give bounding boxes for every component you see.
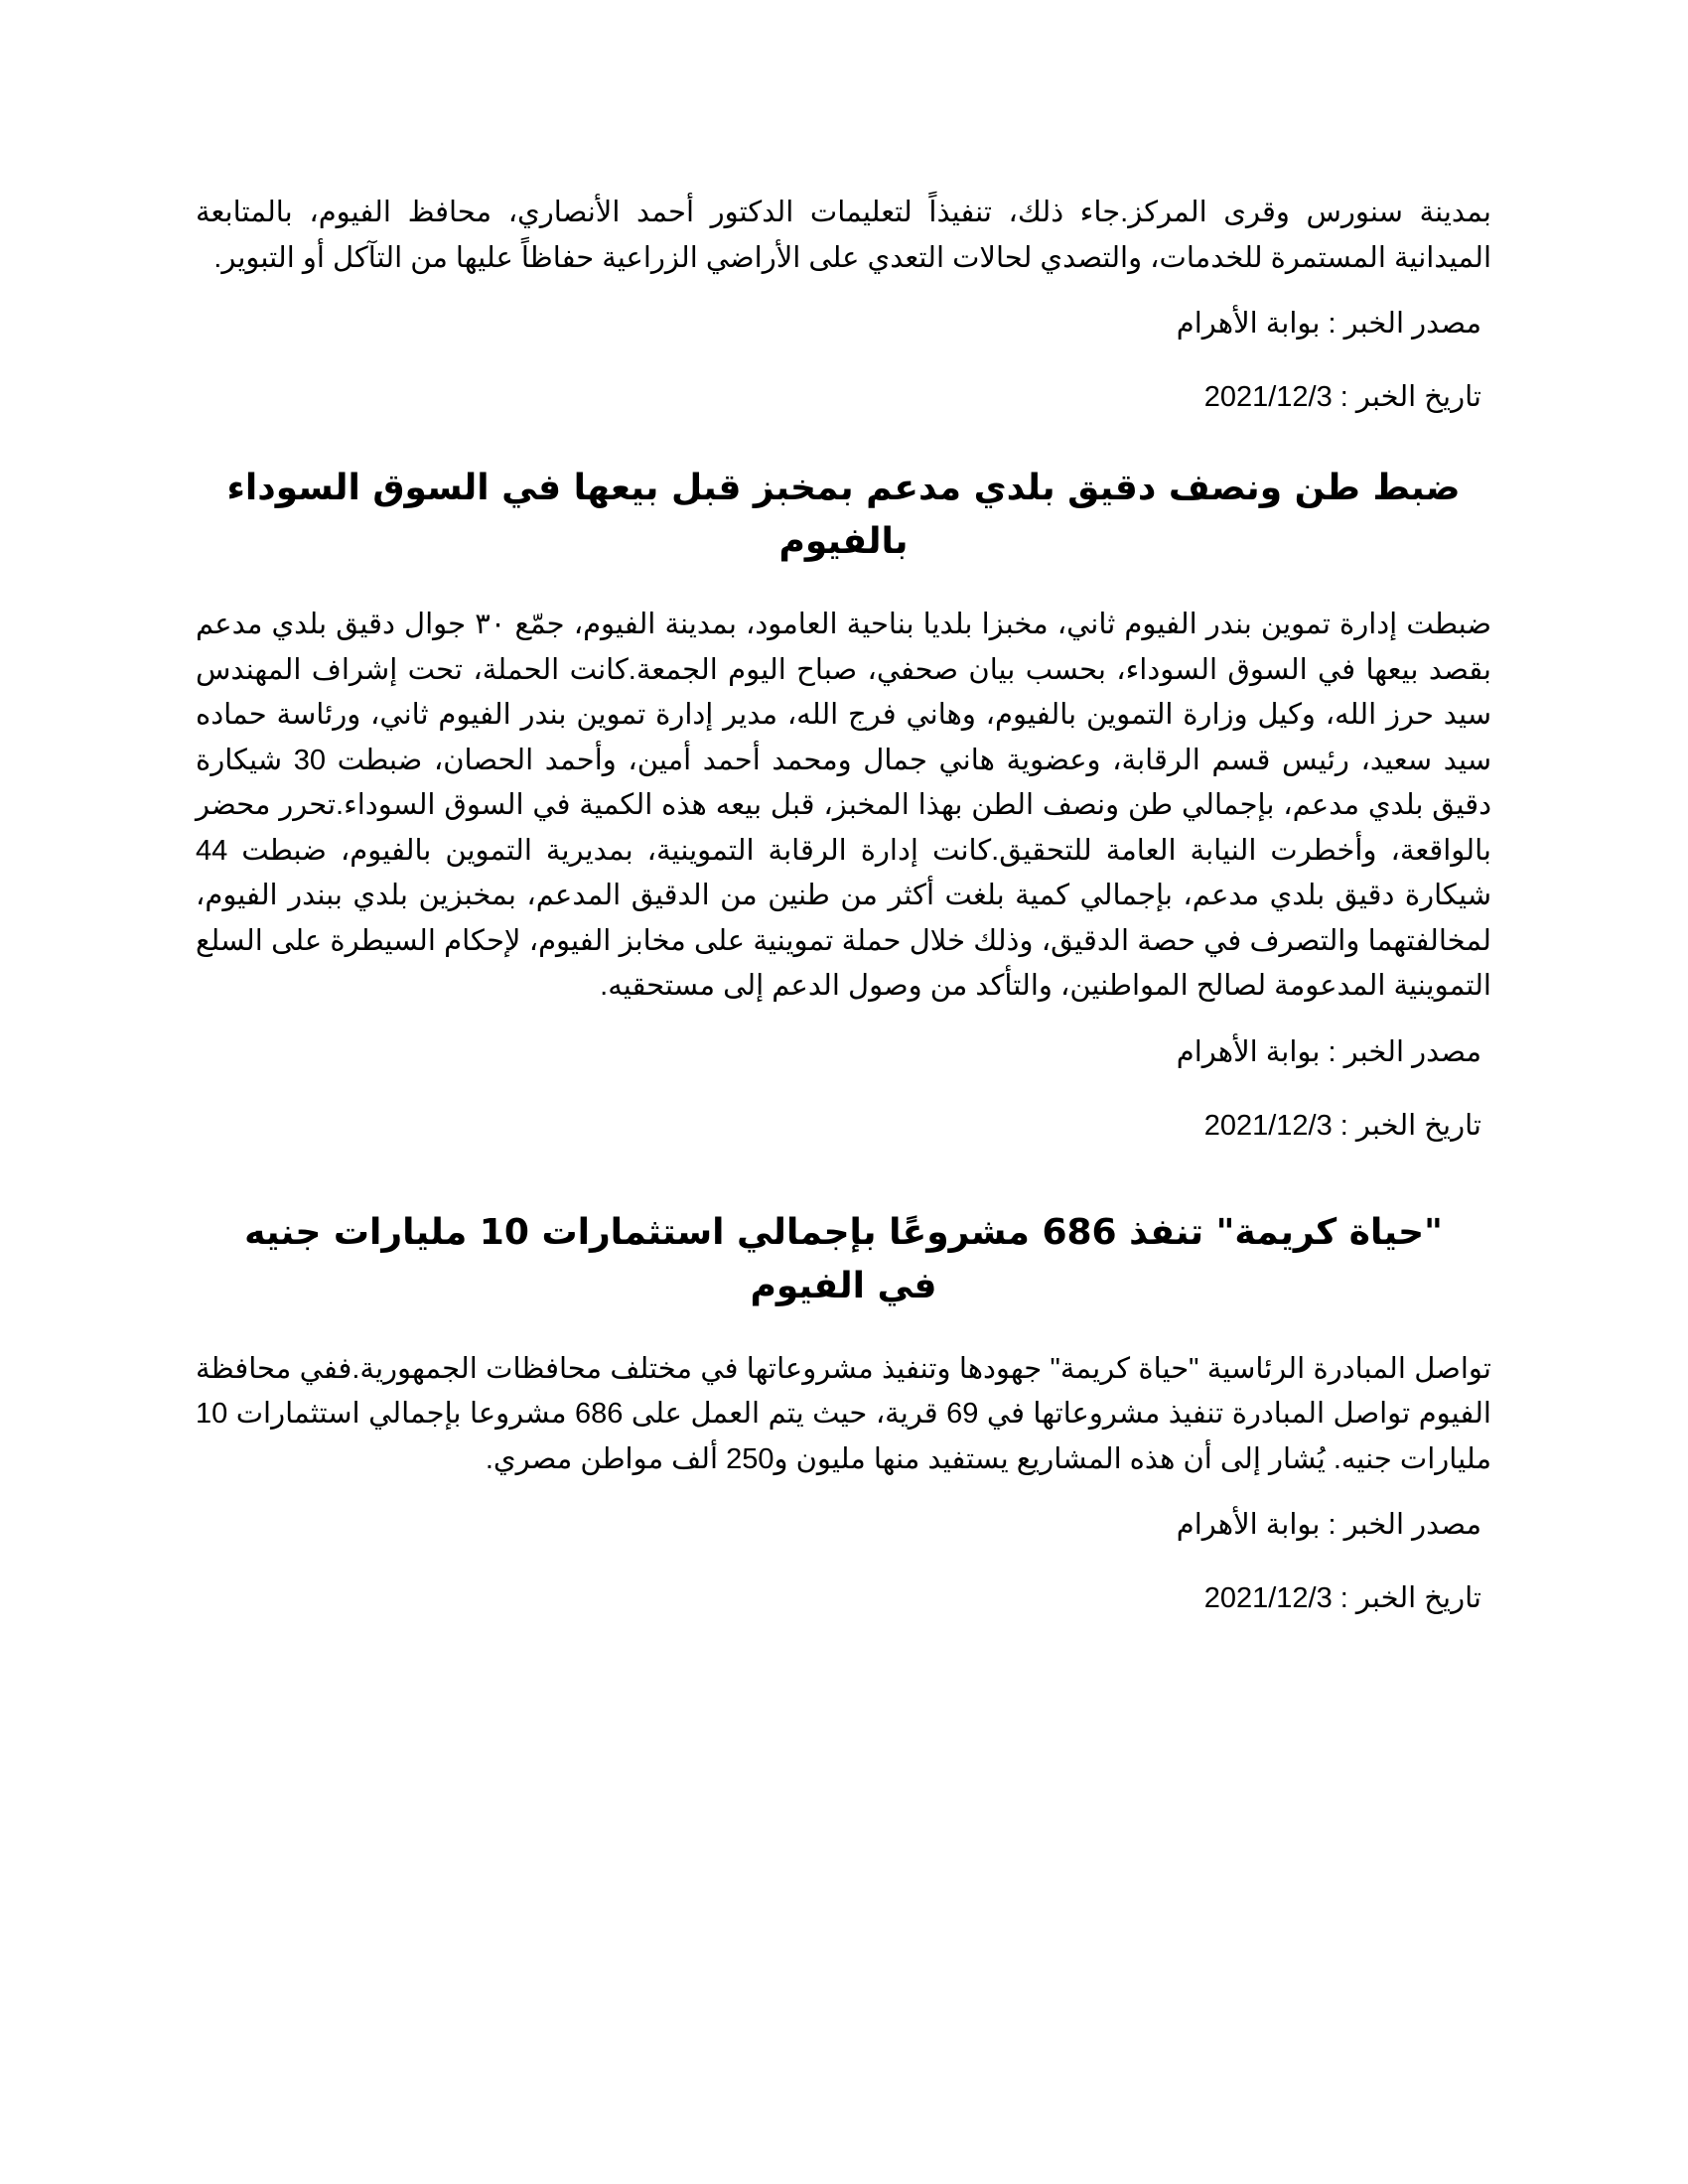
news-source: مصدر الخبر : بوابة الأهرام <box>1176 308 1481 340</box>
article-continued <box>196 191 1491 418</box>
news-source: مصدر الخبر : بوابة الأهرام <box>1176 1509 1481 1541</box>
news-date: تاريخ الخبر : 2021/12/3 <box>1203 381 1481 413</box>
article-body: ضبطت إدارة تموين بندر الفيوم ثاني، مخبزا بلديا بناحية العامود، بمدينة الفيوم، جمّع ٣٠ جوال دقيق بلدي مدعم بقصد بيعها في السوق السوداء، بحسب بيان صحفي، صباح اليوم الجمعة.كانت الحملة، تحت إشراف المهندس سيد حرز الله، وكيل وزارة التموين بالفيوم، وهاني فرج الله، مدير إدارة تموين بندر الفيوم ثاني، ورئاسة حماده سيد سعيد، رئيس قسم الرقابة، وعضوية هاني جمال ومحمد أحمد أمين، وأحمد الحصان، ضبطت 30 شيكارة دقيق بلدي مدعم، بإجمالي طن ونصف الطن بهذا المخبز، قبل بيعه هذه الكمية في السوق السوداء.تحرر محضر بالواقعة، وأخطرت النيابة العامة للتحقيق.كانت إدارة الرقابة التموينية، بمديرية التموين بالفيوم، ضبطت 44 شيكارة دقيق بلدي مدعم، بإجمالي كمية بلغت أكثر من طنين من الدقيق المدعم، بمخبزين بلدي ببندر الفيوم، لمخالفتهما والتصرف في حصة الدقيق، وذلك خلال حملة تموينية على مخابز الفيوم، لإحكام السيطرة على السلع التموينية المدعومة لصالح المواطنين، والتأكد من وصول الدعم إلى مستحقيه. <box>196 609 1492 1002</box>
article-headline: "حياة كريمة" تنفذ 686 مشروعًا بإجمالي استثمارات 10 مليارات جنيه في الفيوم <box>244 1211 1443 1306</box>
document-page <box>196 191 1491 1619</box>
article-hayah-karima <box>196 1206 1491 1620</box>
news-date: تاريخ الخبر : 2021/12/3 <box>1203 1109 1481 1142</box>
article-body: بمدينة سنورس وقرى المركز.جاء ذلك، تنفيذاً لتعليمات الدكتور أحمد الأنصاري، محافظ الفيوم، بالمتابعة الميدانية المستمرة للخدمات، والتصدي لحالات التعدي على الأراضي الزراعية حفاظاً عليها من التآكل أو التبوير. <box>196 197 1491 274</box>
news-source: مصدر الخبر : بوابة الأهرام <box>1176 1035 1481 1068</box>
article-headline: ضبط طن ونصف دقيق بلدي مدعم بمخبز قبل بيعها في السوق السوداء بالفيوم <box>226 468 1461 562</box>
article-body: تواصل المبادرة الرئاسية "حياة كريمة" جهودها وتنفيذ مشروعاتها في مختلف محافظات الجمهورية.ففي محافظة الفيوم تواصل المبادرة تنفيذ مشروعاتها في 69 قرية، حيث يتم العمل على 686 مشروعا بإجمالي استثمارات 10 مليارات جنيه. يُشار إلى أن هذه المشاريع يستفيد منها مليون و250 ألف مواطن مصري. <box>196 1352 1491 1475</box>
news-date: تاريخ الخبر : 2021/12/3 <box>1203 1582 1481 1614</box>
article-flour-seizure <box>196 462 1491 1147</box>
